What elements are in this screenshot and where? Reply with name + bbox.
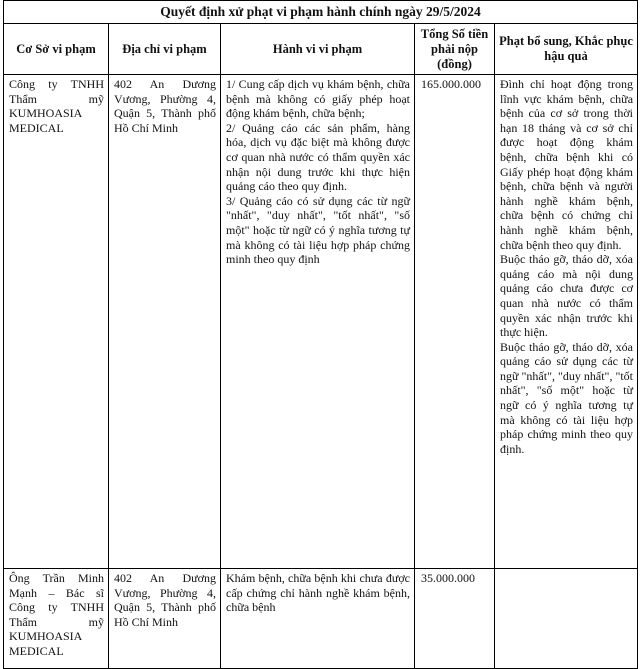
violation-item: 2/ Quảng cáo các sản phẩm, hàng hóa, dịch vụ đặc biệt mà không được cơ quan nhà nước có thẩm quyền xác nhận nội dung trước khi thực hiện quảng cáo theo quy định.: [226, 120, 410, 194]
remedy-cell: [495, 569, 638, 669]
address-cell: 402 An Dương Vương, Phường 4, Quận 5, Thành phố Hồ Chí Minh: [109, 75, 221, 569]
address-cell: 402 An Dương Vương, Phường 4, Quận 5, Thành phố Hồ Chí Minh: [109, 569, 221, 669]
header-facility: Cơ Sở vi phạm: [4, 24, 109, 75]
violation-item: Khám bệnh, chữa bệnh khi chưa được cấp chứng chỉ hành nghề khám bệnh, chữa bệnh: [226, 571, 410, 615]
table-title-row: [4, 1, 638, 24]
penalty-table: [3, 0, 638, 669]
violation-item: 3/ Quảng cáo có sử dụng các từ ngữ "nhất", "duy nhất", "tốt nhất", "số một" hoặc từ ngữ có ý nghĩa tương tự mà không có tài liệu hợp pháp chứng minh theo quy định: [226, 193, 410, 267]
facility-cell: Công ty TNHH Thẩm mỹ KUMHOASIA MEDICAL: [4, 75, 109, 569]
header-fine: Tổng Số tiền phải nộp (đồng): [415, 24, 495, 75]
remedy-item: Đình chỉ hoạt động trong lĩnh vực khám bệnh, chữa bệnh của cơ sở trong thời hạn 18 tháng và cơ sở chỉ được hoạt động khám bệnh, chữa bệnh khi có Giấy phép hoạt động khám bệnh, chữa bệnh và người hành nghề khám bệnh, chữa bệnh có chứng chỉ hành nghề khám bệnh, chữa bệnh theo quy định.: [500, 77, 634, 252]
fine-cell: 35.000.000: [415, 569, 495, 669]
table-row: [4, 569, 638, 669]
remedy-item: Buộc tháo gỡ, tháo dỡ, xóa quảng cáo sử dụng các từ ngữ "nhất", "duy nhất", "tốt nhất", "số một" hoặc từ ngữ có ý nghĩa tương tự mà không có tài liệu hợp pháp chứng minh theo quy định.: [500, 339, 634, 456]
fine-cell: 165.000.000: [415, 75, 495, 569]
facility-cell: Ông Trần Minh Mạnh – Bác sĩ Công ty TNHH Thẩm mỹ KUMHOASIA MEDICAL: [4, 569, 109, 669]
violation-cell: [221, 75, 415, 569]
header-remedy: Phạt bổ sung, Khắc phục hậu quả: [495, 24, 638, 75]
table-row: [4, 75, 638, 569]
violation-cell: [221, 569, 415, 669]
remedy-cell: [495, 75, 638, 569]
header-address: Địa chỉ vi phạm: [109, 24, 221, 75]
violation-item: 1/ Cung cấp dịch vụ khám bệnh, chữa bệnh mà không có giấy phép hoạt động khám bệnh, chữa bệnh;: [226, 77, 410, 121]
header-violation: Hành vi vi phạm: [221, 24, 415, 75]
table-header-row: [4, 24, 638, 75]
table-title: Quyết định xử phạt vi phạm hành chính ngày 29/5/2024: [4, 1, 638, 24]
remedy-item: Buộc tháo gỡ, tháo dỡ, xóa quảng cáo mà nội dung quảng cáo chưa được cơ quan nhà nước có thẩm quyền xác nhận trước khi thực hiện.: [500, 252, 634, 340]
